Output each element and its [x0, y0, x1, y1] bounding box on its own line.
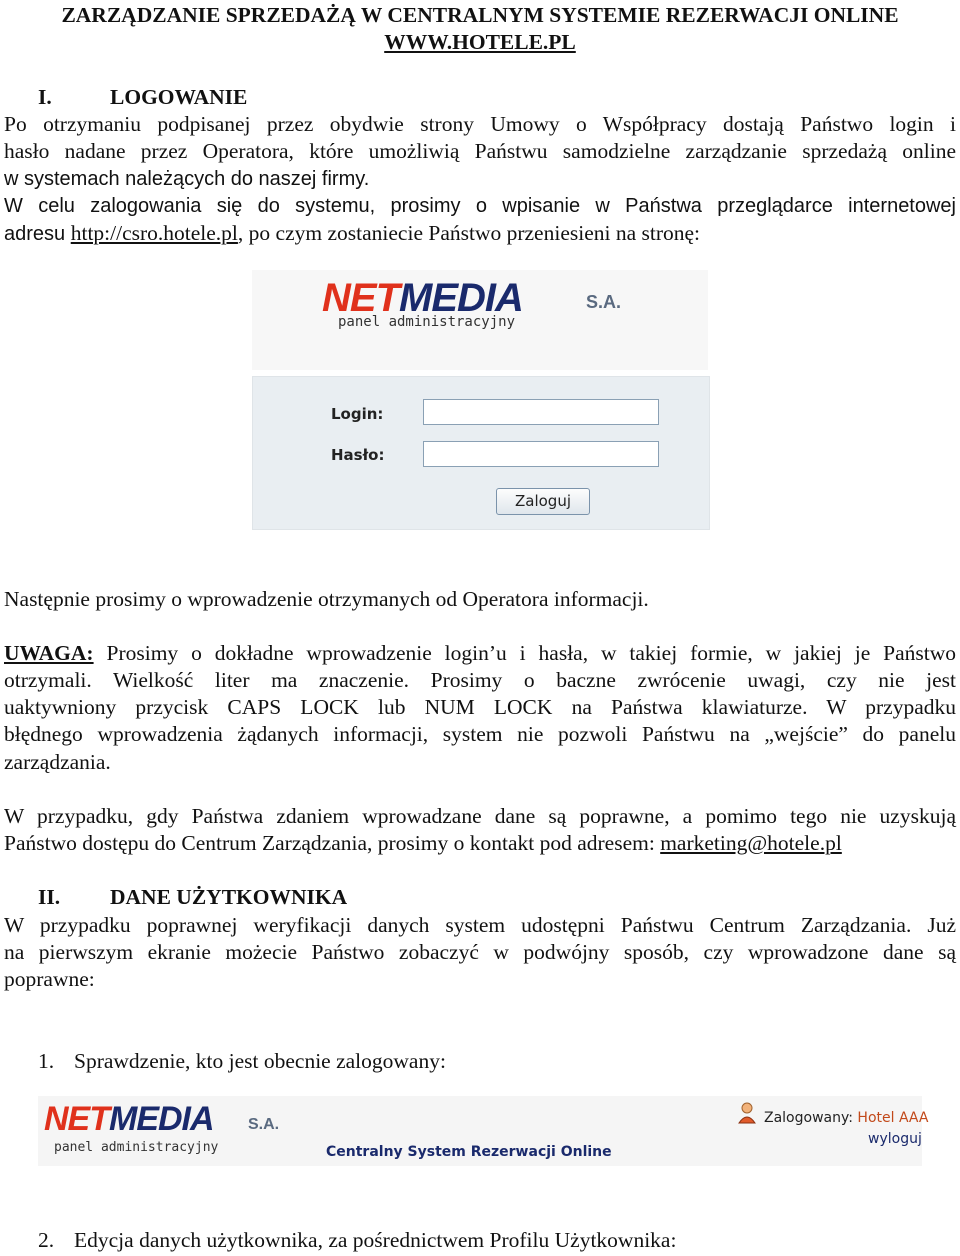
doc-subtitle-url: WWW.HOTELE.PL: [384, 30, 576, 54]
section-2-p1-line1: W przypadku poprawnej weryfikacji danych system udostępni Państwu Centrum Zarządzania. Już: [4, 913, 956, 937]
header-logo-sa: S.A.: [248, 1116, 280, 1133]
p2-prefix: adresu: [4, 223, 71, 245]
warning-line3: uaktywniony przycisk CAPS LOCK lub NUM LOCK na Państwa klawiaturze. W przypadku: [4, 695, 956, 719]
password-label: Hasło:: [331, 446, 385, 464]
section-1-heading: [4, 84, 956, 111]
warning-line4: błędnego wprowadzenia żądanych informacji, system nie pozwoli Państwu na „wejście” do panelu: [4, 722, 956, 746]
section-2-heading: [4, 884, 956, 911]
system-title: Centralny System Rezerwacji Online: [326, 1144, 612, 1160]
warning-line5: zarządzania.: [4, 750, 111, 774]
section-1-p2-line1: W celu zalogowania się do systemu, prosimy o wpisanie w Państwa przeglądarce internetowej: [4, 195, 956, 217]
login-logo-panel: [252, 270, 708, 370]
logo-sa: S.A.: [586, 292, 622, 312]
section-1-number: I.: [38, 85, 52, 109]
user-icon: [738, 1102, 756, 1124]
csro-link[interactable]: http://csro.hotele.pl: [70, 221, 238, 245]
login-label: Login:: [331, 405, 384, 423]
section-1-p2-line2: [4, 220, 956, 248]
header-netmedia-logo: NETMEDIA: [44, 1100, 214, 1138]
section-1-p1-line1: Po otrzymaniu podpisanej przez obydwie strony Umowy o Współpracy dostają Państwo login i: [4, 112, 956, 136]
warning-line2: otrzymali. Wielkość liter ma znaczenie. Prosimy o baczne zwrócenie uwagi, czy nie jest: [4, 668, 956, 692]
logo-subtitle: panel administracyjny: [338, 314, 516, 330]
list-item-2: 2. Edycja danych użytkownika, za pośrednictwem Profilu Użytkownika:: [38, 1228, 677, 1252]
p-contact-line2: Państwo dostępu do Centrum Zarządzania, prosimy o kontakt pod adresem: marketing@hotele.pl: [4, 831, 842, 855]
p2-suffix: , po czym zostaniecie Państwo przeniesieni na stronę:: [237, 221, 701, 245]
email-link[interactable]: marketing@hotele.pl: [660, 831, 842, 855]
logged-in-status: Zalogowany: Hotel AAA: [764, 1110, 929, 1126]
warning-line1: UWAGA: Prosimy o dokładne wprowadzenie login’u i hasła, w takiej formie, w jakiej je Państwo: [4, 641, 956, 665]
p-contact-line1: W przypadku, gdy Państwa zdaniem wprowadzane dane są poprawne, a pomimo tego nie uzyskują: [4, 804, 956, 828]
logout-link[interactable]: wyloguj: [868, 1131, 922, 1147]
header-logo-subtitle: panel administracyjny: [54, 1140, 219, 1155]
warning-label: UWAGA:: [4, 641, 94, 665]
section-2-p1-line3: poprawne:: [4, 967, 95, 991]
list-item-1: 1. Sprawdzenie, kto jest obecnie zalogowany:: [38, 1049, 446, 1073]
password-input[interactable]: [423, 441, 659, 467]
doc-title: ZARZĄDZANIE SPRZEDAŻĄ W CENTRALNYM SYSTEMIE REZERWACJI ONLINE: [61, 3, 899, 27]
login-form: [252, 376, 710, 530]
section-2-p1-line2: na pierwszym ekranie możecie Państwo zobaczyć w podwójny sposób, czy wprowadzone dane są: [4, 940, 956, 964]
logged-hotel-name: Hotel AAA: [857, 1110, 929, 1126]
login-submit-button[interactable]: Zaloguj: [496, 488, 590, 515]
p-next-step: Następnie prosimy o wprowadzenie otrzymanych od Operatora informacji.: [4, 587, 649, 611]
section-1-p1-line3: w systemach należących do naszej firmy.: [4, 168, 370, 190]
section-1-p1-line2: hasło nadane przez Operatora, które umożliwią Państwu samodzielne zarządzanie sprzedażą online: [4, 139, 956, 163]
section-2-number: II.: [38, 885, 61, 909]
login-input[interactable]: [423, 399, 659, 425]
section-1-title: LOGOWANIE: [110, 85, 248, 109]
netmedia-logo: NETMEDIA: [322, 276, 523, 320]
section-2-title: DANE UŻYTKOWNIKA: [110, 885, 348, 909]
